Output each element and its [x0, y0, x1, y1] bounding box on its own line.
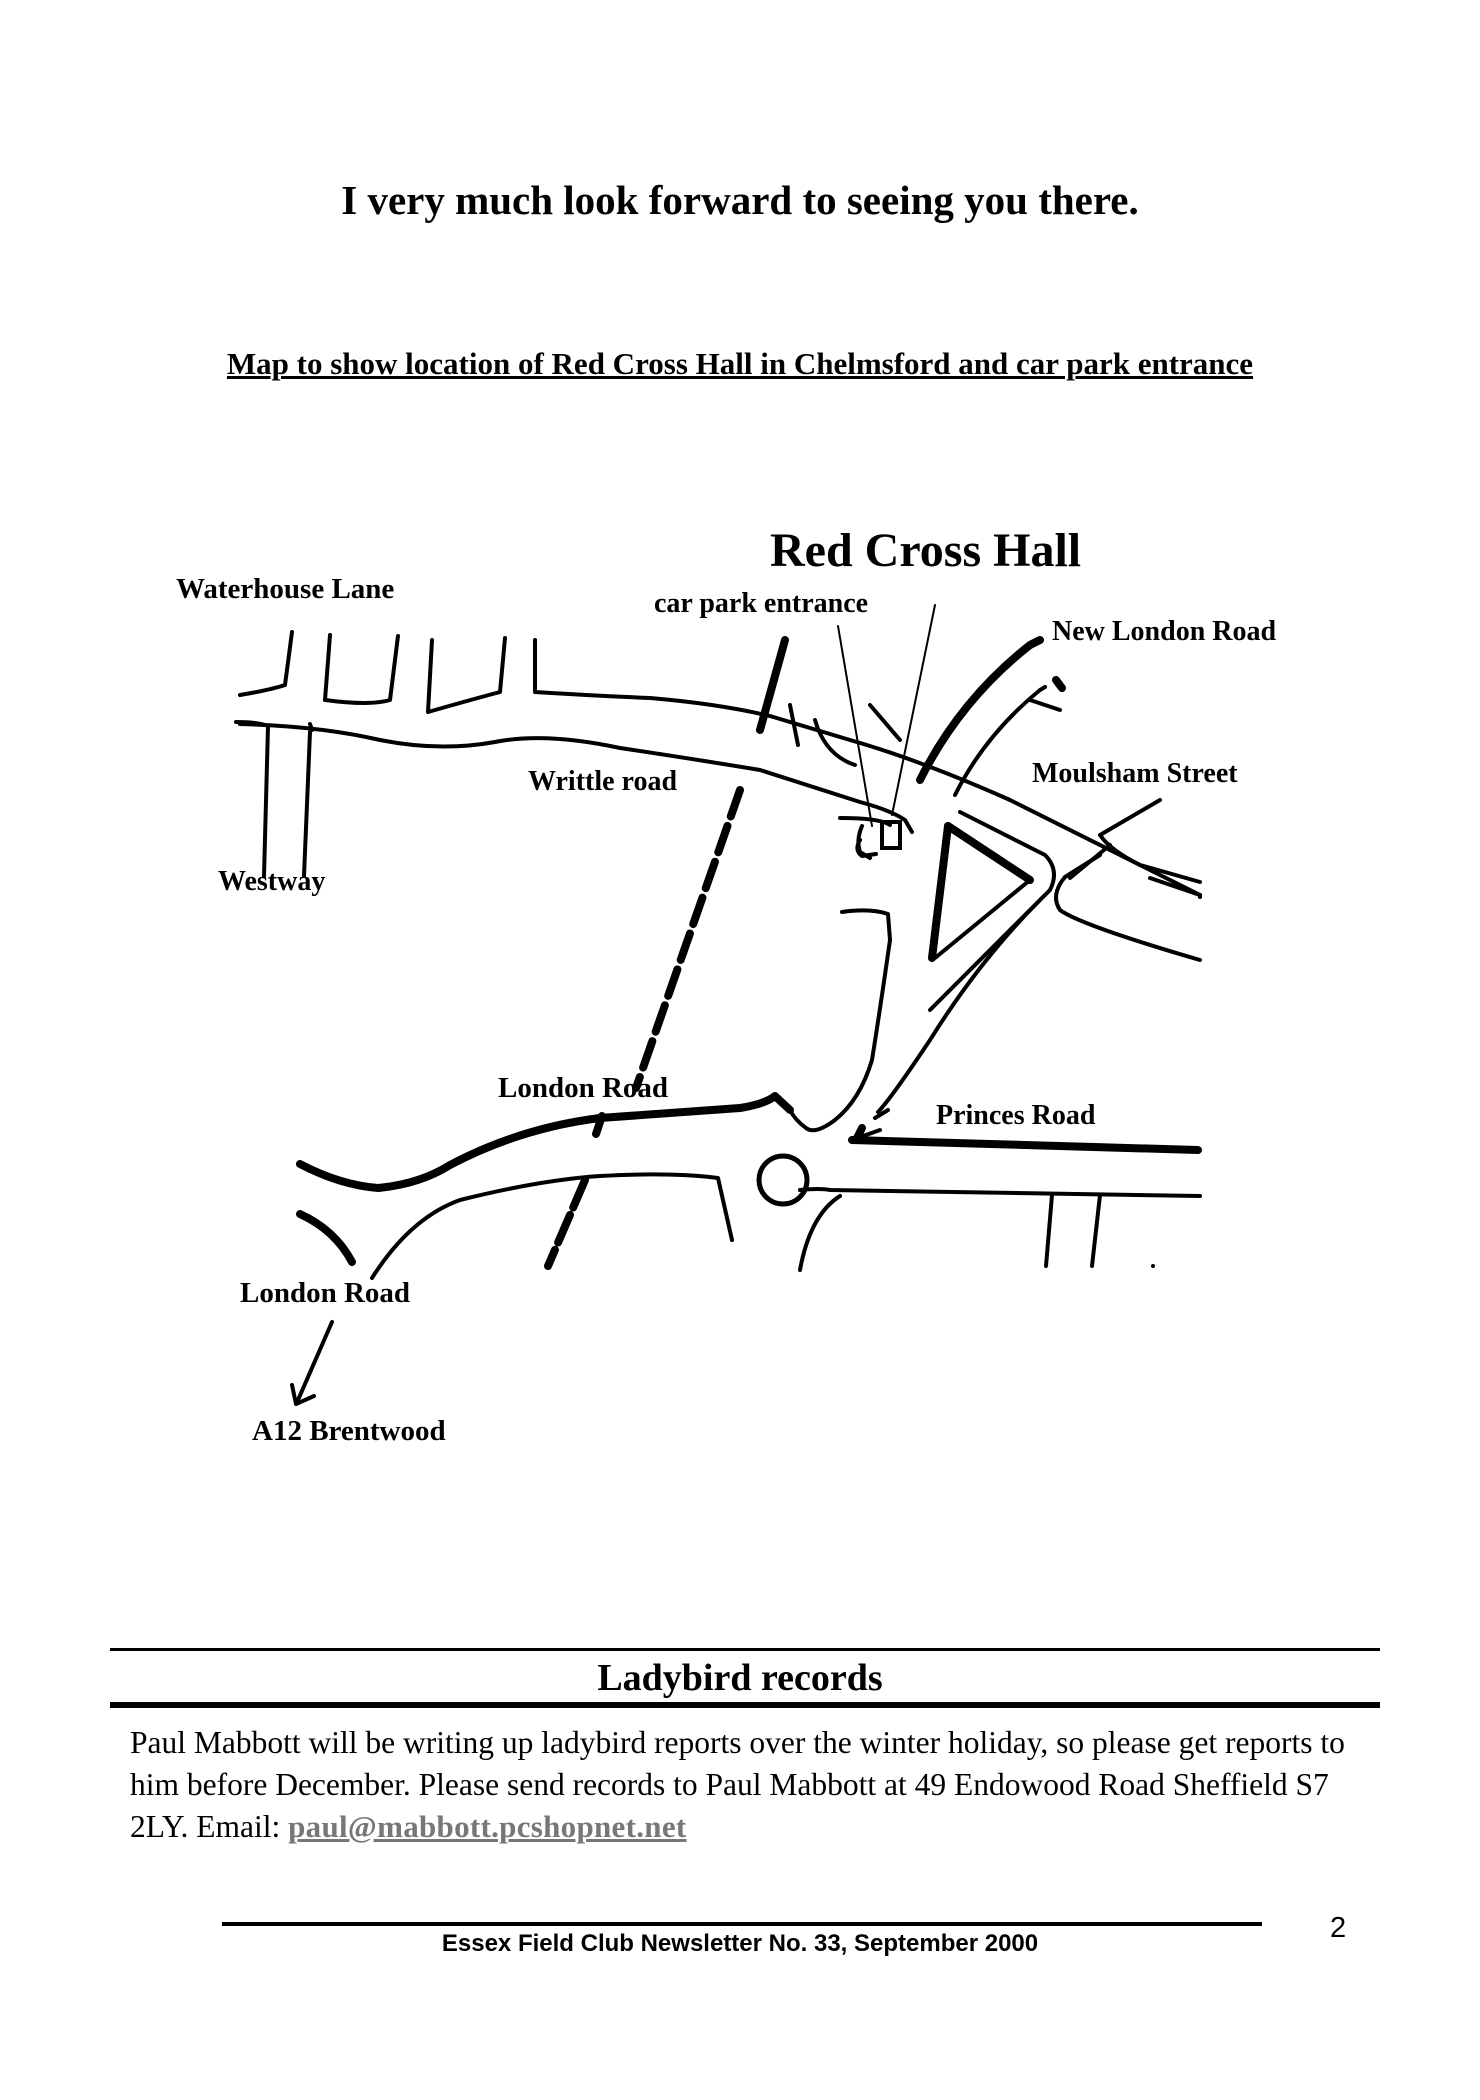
label-london-road-north: London Road — [498, 1072, 669, 1104]
label-new-london-road: New London Road — [1052, 616, 1277, 647]
side-streets-north — [240, 632, 535, 712]
label-waterhouse-lane: Waterhouse Lane — [176, 573, 395, 605]
a12-arrow — [292, 1322, 332, 1404]
writtle-road — [240, 692, 1200, 895]
ladybird-body — [130, 1722, 1370, 1848]
email-link[interactable]: paul@mabbott.pcshopnet.net — [288, 1809, 687, 1844]
page-number: 2 — [1330, 1912, 1347, 1944]
map-caption: Map to show location of Red Cross Hall in Chelmsford and car park entrance — [226, 346, 1254, 381]
label-princes-road: Princes Road — [936, 1100, 1096, 1131]
railway-line — [548, 640, 785, 1266]
princes-road — [800, 1130, 1200, 1196]
footer-text: Essex Field Club Newsletter No. 33, September 2000 — [441, 1930, 1039, 1957]
label-westway: Westway — [218, 866, 326, 897]
label-moulsham-street: Moulsham Street — [1032, 758, 1238, 789]
label-london-road-south: London Road — [240, 1277, 411, 1309]
label-writtle-road: Writtle road — [528, 766, 678, 797]
ladybird-heading: Ladybird records — [597, 1657, 883, 1699]
car-park-pointer-lines — [838, 605, 935, 826]
label-car-park-entrance: car park entrance — [654, 588, 869, 619]
footer-rule — [222, 1922, 1262, 1926]
ladybird-rule-top — [110, 1648, 1380, 1651]
ladybird-rule-bottom — [110, 1702, 1380, 1708]
roundabout — [759, 1156, 807, 1204]
label-a12-brentwood: A12 Brentwood — [252, 1415, 446, 1447]
westway-road — [236, 722, 310, 876]
map-title-red-cross-hall: Red Cross Hall — [770, 524, 1082, 577]
closing-heading: I very much look forward to seeing you there. — [341, 177, 1139, 223]
ladybird-body-text: Paul Mabbott will be writing up ladybird reports over the winter holiday, so please get reports to him before December. Please send records to Paul Mabbott at 49 Endowood Road Sheffield S7 2LY. Email: — [130, 1725, 1345, 1844]
southern-stubs — [1046, 1195, 1155, 1268]
car-park-access-road — [790, 910, 890, 1130]
